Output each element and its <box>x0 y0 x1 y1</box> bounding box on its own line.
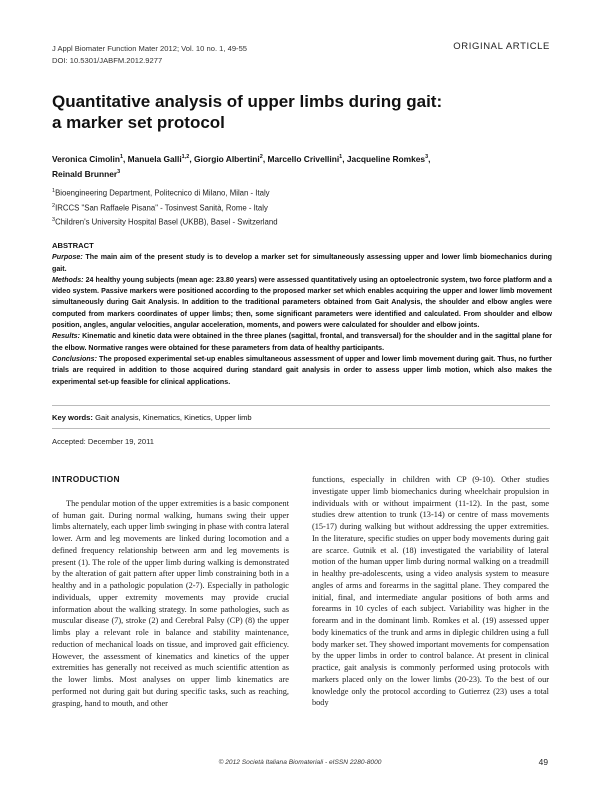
abstract-purpose: Purpose: The main aim of the present study is to develop a marker set for simultaneously assessing upper and lower limb biomechanics during gait. <box>52 253 552 273</box>
author: Manuela Galli$^{1,2}$ <box>127 153 190 164</box>
author: Giorgio Albertini$^2$ <box>193 153 263 164</box>
accepted-date: Accepted: December 19, 2011 <box>52 437 155 446</box>
author: Reinald Brunner$^3$ <box>52 168 121 179</box>
page-number: 49 <box>538 757 548 767</box>
body-column-left <box>52 474 289 709</box>
abstract-methods: Methods: 24 healthy young subjects (mean age: 23.80 years) were assessed quantitatively using an optoelectronic system, two force platform and a video system. Passive markers were positioned according to the proposed marker set which enables acquiring the upper and lower limb movement simultaneously during Gait Analysis. In addition to the traditional parameters obtained from Gait Analysis, the shoulder and elbow angles were computed from markers coordinates of upper limbs; then, some significant parameters were identified and calculated. From shoulder and elbow position, angles, angular velocities, angular acceleration, moments, and powers were calculated for shoulder and elbow joints. <box>52 275 552 330</box>
section-heading-introduction: INTRODUCTION <box>52 474 120 484</box>
abstract-conclusions: Conclusions: The proposed experimental set-up enables simultaneous assessment of upper and lower limb movement during gait. Thus, no further trials are required in addition to those acquired during standard gait analysis in order to assess upper limb motion, which also makes the experimental set-up feasible for clinical applications. <box>52 354 552 386</box>
affiliation: $^1$Bioengineering Department, Politecnico di Milano, Milan - Italy <box>52 188 270 198</box>
doi[interactable]: DOI: 10.5301/JABFM.2012.9277 <box>52 56 163 65</box>
title-line-1: Quantitative analysis of upper limbs during gait: <box>52 92 443 111</box>
abstract <box>52 240 552 388</box>
section-label: ORIGINAL ARTICLE <box>453 41 550 52</box>
footer-copyright: © 2012 Società Italiana Biomateriali - eISSN 2280-8000 <box>218 759 382 766</box>
body-paragraph: functions, especially in children with CP (9-10). Other studies investigate upper limb biomechanics during wheelchair propulsion in individuals with or without impairment (11-12). In the past, some studies drew attention to trunk (13-14) or centre of mass movements (15-17) during walking but without addressing the upper extremities. In the literature, specific studies on upper body movements during gait are scarce. Gutnik et al. (18) investigated the variability of lateral motion of the human upper limb during normal walking on a treadmill in healthy pre-adolescents, using a video analysis system to measure angles of arms and forearms in the sagittal plane. They compared the initial, final, and intermediate angular positions of both arms and forearms in 10 cycles of each subject. Variability was higher in the forearm and in the dominant limb. Romkes et al. (19) assessed upper body kinematics of the trunk and arms in diplegic children using a full body marker set. They showed important movements for compensation by the upper limbs in order to control balance. At present in clinical practice, gait analysis is commonly performed using protocols with markers placed only on the lower limbs (20-23). To the best of our knowledge only the protocol according to Gutierrez (23) uses a total body <box>312 475 549 708</box>
journal-citation <box>52 43 247 67</box>
author: Jacqueline Romkes$^3$ <box>346 153 429 164</box>
keywords: Key words: Gait analysis, Kinematics, Kinetics, Upper limb <box>52 413 252 422</box>
author: Veronica Cimolin$^1$ <box>52 153 124 164</box>
journal-line: J Appl Biomater Function Mater 2012; Vol. 10 no. 1, 49-55 <box>52 44 248 53</box>
article-title <box>52 91 552 133</box>
title-line-2: a marker set protocol <box>52 113 225 132</box>
abstract-results: Results: Kinematic and kinetic data were obtained in the three planes (sagittal, frontal, and transversal) for the shoulder and in the sagittal plane for the elbow. Normative ranges were obtained for these parameters from data of healthy participants. <box>52 332 552 352</box>
body-paragraph: The pendular motion of the upper extremities is a basic component of human gait. During normal walking, humans swing their upper limbs alternately, each upper limb swinging in phase with contra lateral lower. Arm and leg movements are linked during locomotion and a defined frequency relationship between arm and leg movements is present (1). The role of the upper limb during walking is demonstrated by the alteration of gait pattern after upper limb constraining both in a healthy and in a pathologic population (2-7). Especially in pathologic individuals, upper extremity movements may provide crucial information about the walking strategy. In some pathologies, such as muscular disease (7), stroke (2) and Cerebral Palsy (CP) (8) the upper limbs play a relevant role in balance and stability maintenance, reduction of mechanical loads on tissue, and improved gait efficiency. However, the assessment of kinematics and kinetics of the upper extremities has generally not received as much scientific attention as the lower limbs. Most analyses on upper limb kinematics are performed not during gait but during specific tasks, such as reaching, grasping, hand to mouth, and other <box>52 498 290 708</box>
affiliation: $^2$IRCCS "San Raffaele Pisana" - Tosinvest Sanità, Rome - Italy <box>52 202 268 213</box>
author-list: Veronica Cimolin$^1$, Manuela Galli$^{1,2}$, Giorgio Albertini$^2$, Marcello Crivellini$^1$, Jacqueline Romkes$^3$, Reinald Brunner$^3$ <box>52 153 431 179</box>
divider <box>52 428 550 429</box>
author: Marcello Crivellini$^1$ <box>267 153 343 164</box>
body-column-right <box>312 474 549 709</box>
affiliations <box>52 185 278 229</box>
divider <box>52 405 550 406</box>
abstract-heading: ABSTRACT <box>52 241 94 250</box>
affiliation: $^3$Children's University Hospital Basel (UKBB), Basel - Switzerland <box>52 217 278 227</box>
